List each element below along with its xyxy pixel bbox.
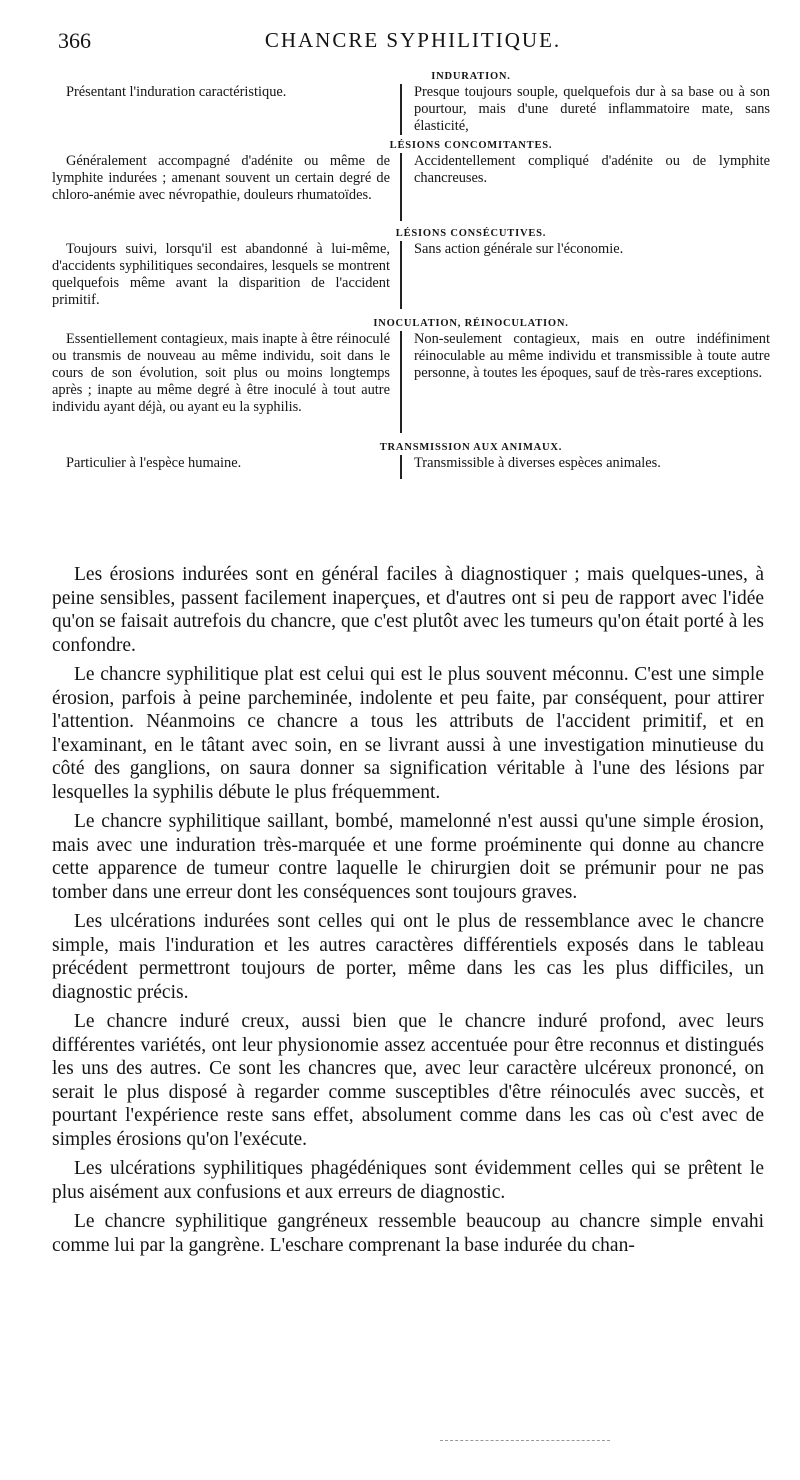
left-cell: Toujours suivi, lorsqu'il est abandonné à lui-même, d'accidents syphilitiques secondaires, lesquels se montrent quelquefois même avant la disparition de l'accident primitif.	[52, 241, 390, 308]
table-section-concomitant-lesions	[52, 139, 770, 221]
right-cell: Transmissible à diverses espèces animales.	[400, 455, 770, 479]
left-cell: Généralement accompagné d'adénite ou même de lymphite indurées ; amenant souvent un certain degré de chloro-anémie avec névropathie, douleurs rhumatoïdes.	[52, 153, 390, 203]
right-cell: Accidentellement compliqué d'adénite ou de lymphite chancreuses.	[400, 153, 770, 221]
table-row	[52, 331, 770, 433]
paragraph: Les érosions indurées sont en général faciles à diagnostiquer ; mais quelques-unes, à peine sensibles, passent facilement inaperçues, et d'autres ont si peu de rapport avec l'idée qu'on se faisait autrefois du chancre, que c'est plutôt avec les tumeurs qu'on était porté à les confondre.	[52, 564, 764, 656]
table-section-consecutive-lesions	[52, 227, 770, 309]
paragraph: Les ulcérations syphilitiques phagédéniques sont évidemment celles qui se prêtent le plus aisément aux confusions et aux erreurs de diagnostic.	[52, 1158, 764, 1203]
table-row	[52, 84, 770, 135]
table-row	[52, 153, 770, 221]
right-cell: Sans action générale sur l'économie.	[400, 241, 770, 309]
paragraph: Le chancre syphilitique saillant, bombé, mamelonné n'est aussi qu'une simple érosion, mais avec une induration très-marquée et une forme proéminente qui donne au chancre cette apparence de tumeur contre laquelle le chirurgien doit se prémunir pour ne pas tomber dans une erreur dont les conséquences sont toujours graves.	[52, 811, 764, 903]
table-row	[52, 455, 770, 479]
left-cell: Essentiellement contagieux, mais inapte à être réinoculé ou transmis de nouveau au même individu, soit dans le cours de son évolution, soit plus ou moins longtemps après ; inapte au même degré à être inoculé à tout autre individu ayant déjà, ou ayant eu la syphilis.	[52, 331, 390, 415]
section-heading: LÉSIONS CONSÉCUTIVES.	[395, 228, 547, 239]
page-number: 366	[58, 28, 91, 53]
comparison-table	[52, 70, 770, 479]
table-section-inoculation	[52, 317, 770, 433]
running-title: CHANCRE SYPHILITIQUE.	[264, 28, 562, 52]
right-cell: Presque toujours souple, quelquefois dur à sa base ou à son pourtour, mais d'une dureté inflammatoire mate, sans élasticité,	[400, 84, 770, 135]
table-section-animal-transmission	[52, 441, 770, 479]
section-heading: INOCULATION, RÉINOCULATION.	[373, 318, 569, 329]
right-cell: Non-seulement contagieux, mais en outre indéfiniment réinoculable au même individu et transmissible à toute autre personne, à toutes les époques, sauf de très-rares exceptions.	[400, 331, 770, 433]
page-header	[58, 26, 768, 56]
section-heading: LÉSIONS CONCOMITANTES.	[389, 140, 553, 151]
body-text	[52, 563, 764, 1263]
left-cell: Présentant l'induration caractéristique.	[66, 84, 287, 100]
paragraph: Les ulcérations indurées sont celles qui ont le plus de ressemblance avec le chancre simple, mais l'induration et les autres caractères différentiels exposés dans le tableau précédent permettront toujours de porter, même dans les cas les plus difficiles, un diagnostic précis.	[52, 911, 764, 1003]
paragraph: Le chancre syphilitique gangréneux ressemble beaucoup au chancre simple envahi comme lui par la gangrène. L'eschare comprenant la base indurée du chan-	[52, 1211, 764, 1256]
paragraph: Le chancre syphilitique plat est celui qui est le plus souvent méconnu. C'est une simple érosion, parfois à peine parcheminée, indolente et peu faite, par conséquent, pour attirer l'attention. Néanmoins ce chancre a tous les attributs de l'accident primitif, et en l'examinant, en le tâtant avec soin, en se livrant aussi à une investigation minutieuse du côté des ganglions, on saura donner sa signification véritable à l'une des lésions par lesquelles la syphilis débute le plus fréquemment.	[52, 664, 764, 803]
paragraph: Le chancre induré creux, aussi bien que le chancre induré profond, avec leurs différentes variétés, ont leur physionomie assez accentuée pour être reconnus et distingués les uns des autres. Ce sont les chancres que, avec leur caractère ulcéreux prononcé, on serait le plus disposé à regarder comme susceptibles d'être réinoculés avec succès, et pourtant l'expérience reste sans effet, absolument comme dans les cas où c'est avec de simples érosions qu'on l'exécute.	[52, 1011, 764, 1150]
footer-rule	[440, 1440, 610, 1441]
section-heading: TRANSMISSION AUX ANIMAUX.	[379, 442, 563, 453]
table-row	[52, 241, 770, 309]
table-section-induration	[52, 70, 770, 135]
left-cell: Particulier à l'espèce humaine.	[66, 455, 242, 471]
section-heading: INDURATION.	[431, 71, 511, 82]
